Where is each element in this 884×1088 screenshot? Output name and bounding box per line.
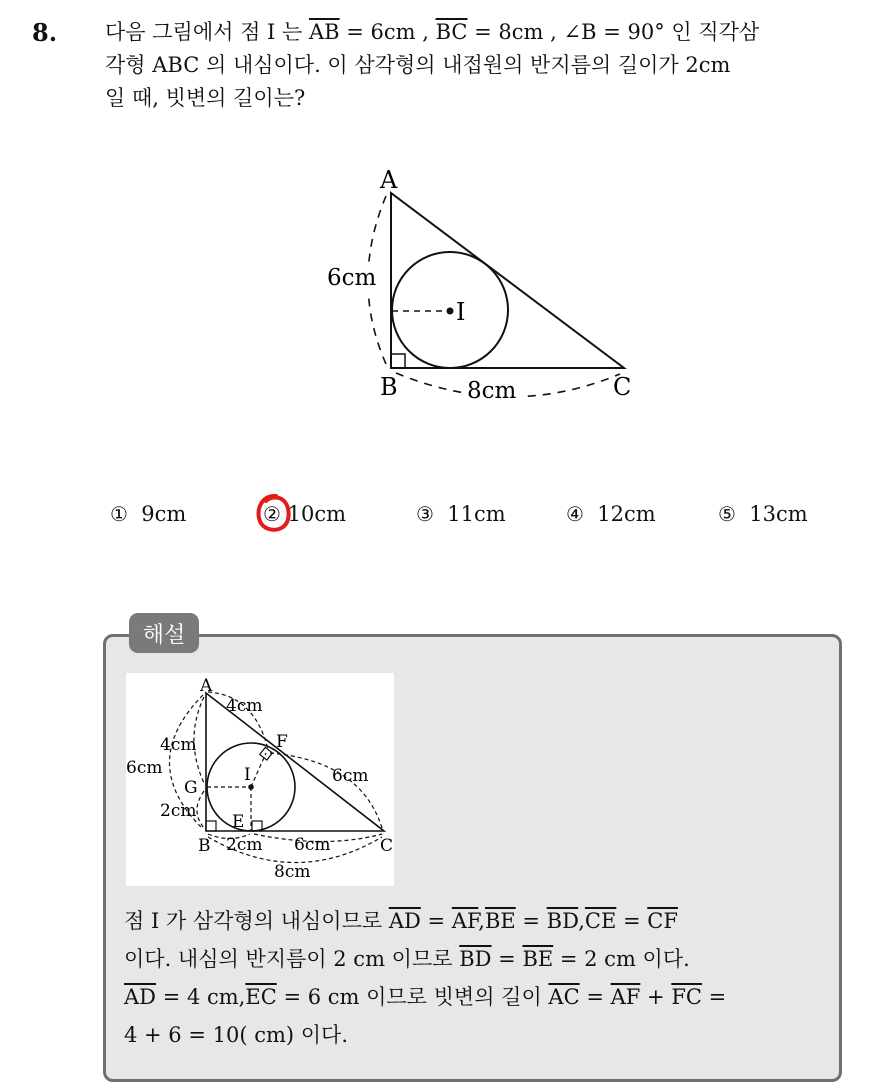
sol-label-c: C [380, 836, 394, 856]
choice-number: ④ [566, 502, 584, 526]
sol-plus: + [640, 985, 672, 1009]
seg-ac: $\overline{AC}$ [548, 985, 580, 1009]
seg-af: $\overline{AF}$ [610, 985, 641, 1009]
label-a: A [380, 166, 398, 194]
solution-line-2 [124, 940, 834, 978]
choice-5[interactable] [718, 502, 808, 526]
solution-text [124, 902, 834, 1054]
sol-eq: = [579, 985, 611, 1009]
sol-label-bc: 8cm [274, 862, 311, 882]
sol-eq: = [491, 947, 523, 971]
label-side-ab: 6cm [327, 265, 377, 291]
choice-number: ① [110, 502, 128, 526]
question-eq2: = 8cm , ∠B = 90° 인 직각삼 [467, 20, 760, 44]
sol-comma: , [578, 909, 585, 933]
sol-label-a: A [200, 676, 213, 696]
sol-label-i: I [244, 765, 251, 785]
choice-2[interactable] [263, 502, 346, 526]
solution-tag: 해설 [129, 613, 199, 653]
seg-bd: $\overline{BD}$ [459, 947, 492, 971]
choice-1[interactable] [110, 502, 186, 526]
label-b: B [380, 373, 398, 401]
sol-label-ab: 6cm [126, 758, 163, 778]
seg-be: $\overline{BE}$ [522, 947, 554, 971]
triangle-figure [0, 0, 884, 440]
choice-text: 13cm [749, 502, 808, 526]
sol-text: = 2 cm 이다. [553, 947, 690, 971]
choice-number: ⑤ [718, 502, 736, 526]
sol-label-fc: 6cm [332, 766, 369, 786]
solution-line-1 [124, 902, 834, 940]
choice-number: ② [263, 502, 281, 526]
choice-3[interactable] [416, 502, 506, 526]
choice-text: 12cm [597, 502, 656, 526]
triangle-abc [391, 193, 624, 368]
question-line3: 일 때, 빗변의 길이는? [105, 86, 306, 110]
label-i: I [456, 298, 466, 326]
sol-label-ag: 4cm [160, 735, 197, 755]
solution-line-4: 4 + 6 = 10( cm) 이다. [124, 1023, 348, 1047]
choice-text: 9cm [141, 502, 187, 526]
sol-text: 점 I 가 삼각형의 내심이므로 [124, 909, 389, 933]
segment-ab: $\overline{AB}$ [308, 20, 340, 44]
solution-figure [126, 673, 394, 886]
choice-text: 11cm [447, 502, 506, 526]
sol-label-e: E [232, 812, 245, 832]
sol-arc-gb [197, 791, 204, 828]
answer-choices [110, 502, 850, 532]
sol-label-af: 4cm [226, 696, 263, 716]
sol-eq: = [515, 909, 547, 933]
choice-4[interactable] [566, 502, 656, 526]
sol-text: = 4 cm, [156, 985, 246, 1009]
question-line1: 다음 그림에서 점 I 는 [105, 20, 309, 44]
choice-text: 10cm [287, 502, 347, 526]
sol-label-g: G [184, 778, 198, 798]
sol-comma: , [478, 909, 485, 933]
sol-right-angle-b [206, 821, 216, 831]
sol-eq: = [616, 909, 648, 933]
segment-bc: $\overline{BC}$ [435, 20, 468, 44]
sol-incenter [248, 784, 254, 790]
seg-af: $\overline{AF}$ [451, 909, 479, 933]
question-line2: 각형 ABC 의 내심이다. 이 삼각형의 내접원의 반지름의 길이가 2cm [105, 53, 731, 77]
question-number: 8. [32, 18, 58, 47]
sol-label-b: B [198, 836, 211, 856]
sol-text: 이다. 내심의 반지름이 2 cm 이므로 [124, 947, 460, 971]
sol-eq: = [420, 909, 452, 933]
choice-number: ③ [416, 502, 434, 526]
sol-text: = [701, 985, 727, 1009]
sol-label-ec: 6cm [294, 835, 331, 855]
selected-circle-mark [256, 492, 292, 534]
sol-label-f: F [276, 732, 288, 752]
seg-fc: $\overline{FC}$ [671, 985, 702, 1009]
incenter-point [447, 308, 454, 315]
seg-ad: $\overline{AD}$ [388, 909, 421, 933]
sol-label-gb: 2cm [160, 801, 197, 821]
sol-radius-f [251, 753, 266, 787]
solution-diagram [126, 673, 394, 886]
sol-label-be: 2cm [226, 835, 263, 855]
seg-be: $\overline{BE}$ [484, 909, 516, 933]
seg-cf: $\overline{CF}$ [647, 909, 678, 933]
seg-ce: $\overline{CE}$ [584, 909, 617, 933]
sol-text: = 6 cm 이므로 빗변의 길이 [276, 985, 549, 1009]
solution-line-3 [124, 978, 834, 1016]
seg-ad: $\overline{AD}$ [124, 985, 157, 1009]
seg-bd: $\overline{BD}$ [546, 909, 579, 933]
question-eq1: = 6cm , [339, 20, 436, 44]
label-c: C [613, 373, 632, 401]
right-angle-mark [391, 354, 405, 368]
label-side-bc: 8cm [467, 378, 517, 404]
seg-ec: $\overline{EC}$ [245, 985, 277, 1009]
